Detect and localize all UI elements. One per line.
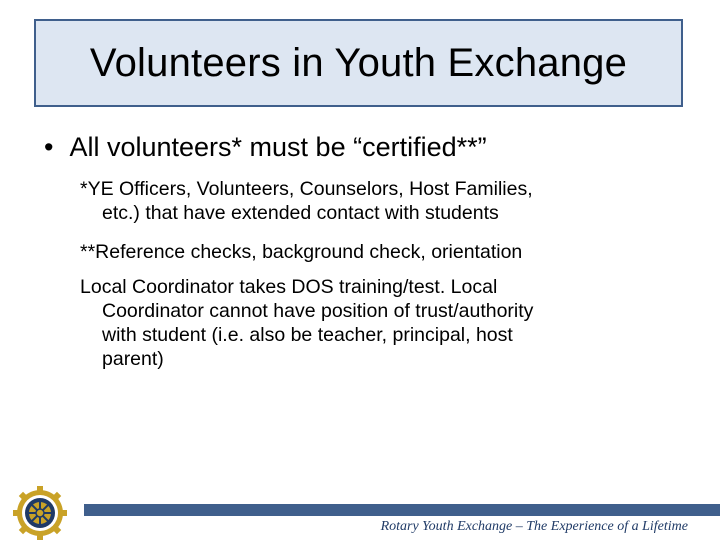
note-line: etc.) that have extended contact with students bbox=[102, 202, 499, 224]
note-line: parent) bbox=[102, 348, 164, 370]
footer-tagline: Rotary Youth Exchange – The Experience of a Lifetime bbox=[380, 519, 688, 534]
footer-bar bbox=[84, 504, 720, 516]
main-bullet bbox=[44, 132, 487, 163]
bullet-dot: • bbox=[44, 132, 54, 162]
note-line: Coordinator cannot have position of trust/authority bbox=[102, 300, 534, 322]
main-bullet-text: All volunteers* must be “certified**” bbox=[69, 132, 487, 162]
note-local-coordinator bbox=[80, 275, 680, 371]
note-line: *YE Officers, Volunteers, Counselors, Host Families, bbox=[80, 178, 533, 200]
note-line: Local Coordinator takes DOS training/test. Local bbox=[80, 276, 498, 298]
title-box bbox=[34, 19, 683, 107]
slide-title: Volunteers in Youth Exchange bbox=[89, 40, 628, 85]
note-officers bbox=[80, 177, 680, 225]
note-line: with student (i.e. also be teacher, principal, host bbox=[102, 324, 513, 346]
note-reference-checks bbox=[80, 240, 680, 264]
rotary-wheel-icon bbox=[12, 485, 68, 541]
note-line: **Reference checks, background check, orientation bbox=[80, 241, 523, 263]
